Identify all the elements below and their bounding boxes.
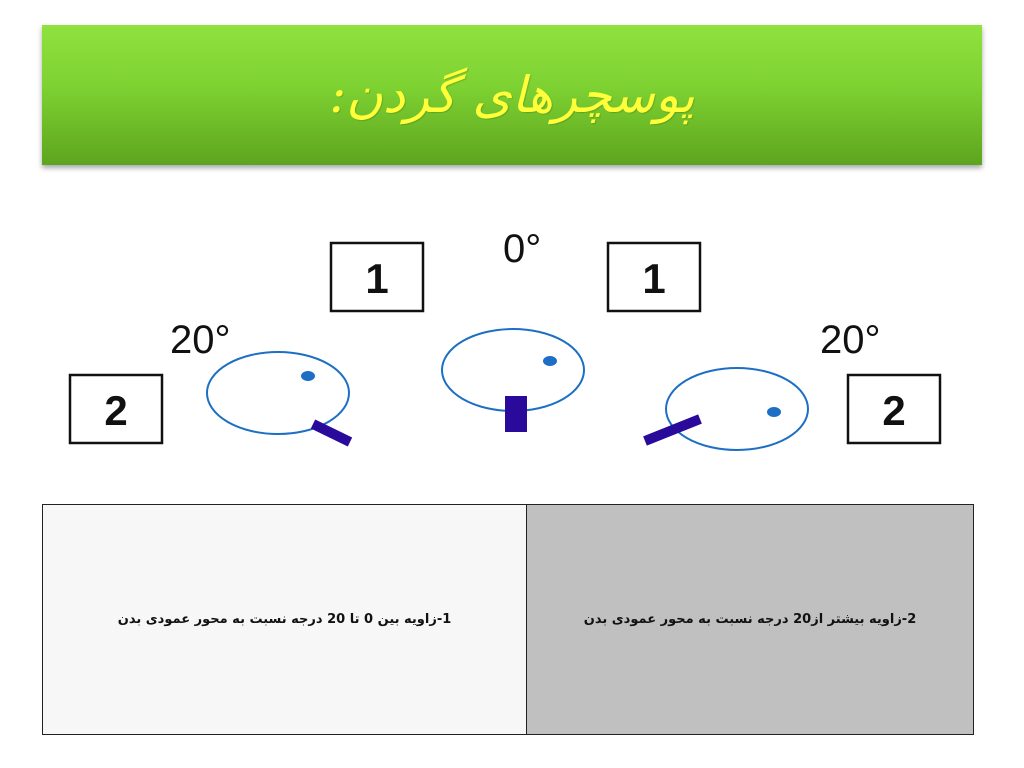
- box-top-right: [608, 243, 700, 311]
- category-1-description: 1-زاویه بین 0 تا 20 درجه نسبت به محور عمودی بدن: [43, 505, 527, 735]
- neck-bar: [313, 424, 350, 442]
- category-2-description: 2-زاویه بیشتر از20 درجه نسبت به محور عمودی بدن: [527, 505, 974, 735]
- eye-dot: [301, 371, 315, 381]
- box-top-left: [331, 243, 423, 311]
- neck-posture-diagram: [0, 190, 1024, 480]
- box-top-right-label: 1: [642, 255, 666, 302]
- angle-label-20-right: 20°: [820, 318, 881, 362]
- head-upright-center: [442, 329, 584, 432]
- eye-dot: [767, 407, 781, 417]
- head-extended-right: [645, 368, 808, 450]
- caption-table: [42, 504, 974, 735]
- angle-label-0: 0°: [503, 227, 542, 271]
- box-right-label: 2: [882, 387, 906, 434]
- title-banner: [42, 25, 982, 165]
- table-row: [43, 505, 974, 735]
- angle-label-20-left: 20°: [170, 318, 231, 362]
- box-right: [848, 375, 940, 443]
- box-left-label: 2: [104, 387, 128, 434]
- slide-title: پوسچرهای گردن:: [329, 66, 695, 124]
- eye-dot: [543, 356, 557, 366]
- head-flexed-left: [207, 352, 350, 442]
- box-top-left-label: 1: [365, 255, 389, 302]
- neck-bar: [505, 396, 527, 432]
- neck-bar: [645, 419, 700, 441]
- box-left: [70, 375, 162, 443]
